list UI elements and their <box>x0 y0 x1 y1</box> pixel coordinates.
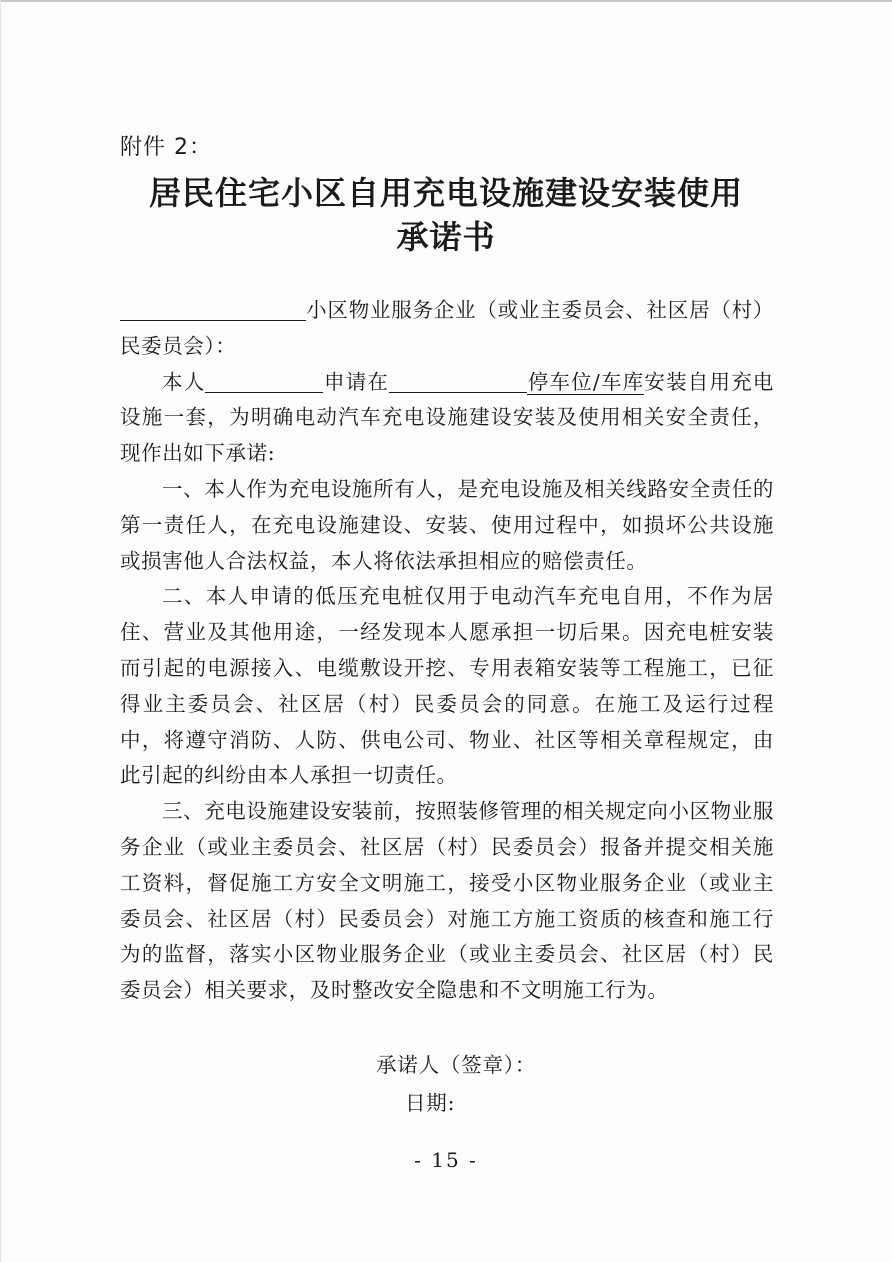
document-body <box>120 293 774 1009</box>
page-number: - 15 - <box>414 1148 478 1172</box>
applicant-name-blank <box>205 368 323 393</box>
intro-paragraph <box>120 365 774 472</box>
signature-label: 承诺人（签章）： <box>376 1053 537 1077</box>
commitment-paragraph-3: 三、充电设施建设安装前，按照装修管理的相关规定向小区物业服务企业（或业主委员会、社区居（村）民委员会）报备并提交相关施工资料，督促施工方安全文明施工，接受小区物业服务企业（或业主委员会、社区居（村）民委员会）对施工方施工资质的核查和施工行为的监督，落实小区物业服务企业（或业主委员会、社区居（村）民委员会）相关要求，及时整改安全隐患和不文明施工行为。 <box>120 799 774 1003</box>
top-border <box>0 0 892 2</box>
document-title-line1: 居民住宅小区自用充电设施建设安装使用 <box>148 174 743 212</box>
intro-suffix: 安装自用充电设施一套，为明确电动汽车充电设施建设安装及使用相关安全责任，现作出如下承诺: <box>120 369 774 466</box>
attachment-label: 附件 2： <box>120 135 212 160</box>
intro-middle: 申请在 <box>323 369 390 394</box>
document-title-line2: 承诺书 <box>396 218 496 256</box>
commitment-paragraph-2: 二、本人申请的低压充电桩仅用于电动汽车充电自用，不作为居住、营业及其他用途，一经发现本人愿承担一切后果。因充电桩安装而引起的电源接入、电缆敷设开挖、专用表箱安装等工程施工，已征得业主委员会、社区居（村）民委员会的同意。在施工及运行过程中，将遵守消防、人防、供电公司、物业、社区等相关章程规定，由此引起的纠纷由本人承担一切责任。 <box>120 584 774 788</box>
community-name-blank <box>120 296 306 321</box>
commitment-paragraph-1: 一、本人作为充电设施所有人，是充电设施及相关线路安全责任的第一责任人，在充电设施建设、安装、使用过程中，如损坏公共设施或损害他人合法权益，本人将依法承担相应的赔偿责任。 <box>120 476 774 573</box>
salutation <box>120 293 774 365</box>
intro-prefix: 本人 <box>162 369 206 394</box>
date-label: 日期: <box>405 1091 456 1115</box>
location-type: 停车位/车库 <box>527 369 645 394</box>
location-blank <box>389 368 527 393</box>
salutation-text: 小区物业服务企业（或业主委员会、社区居（村）民委员会）： <box>120 298 774 358</box>
left-border <box>0 0 1 1262</box>
